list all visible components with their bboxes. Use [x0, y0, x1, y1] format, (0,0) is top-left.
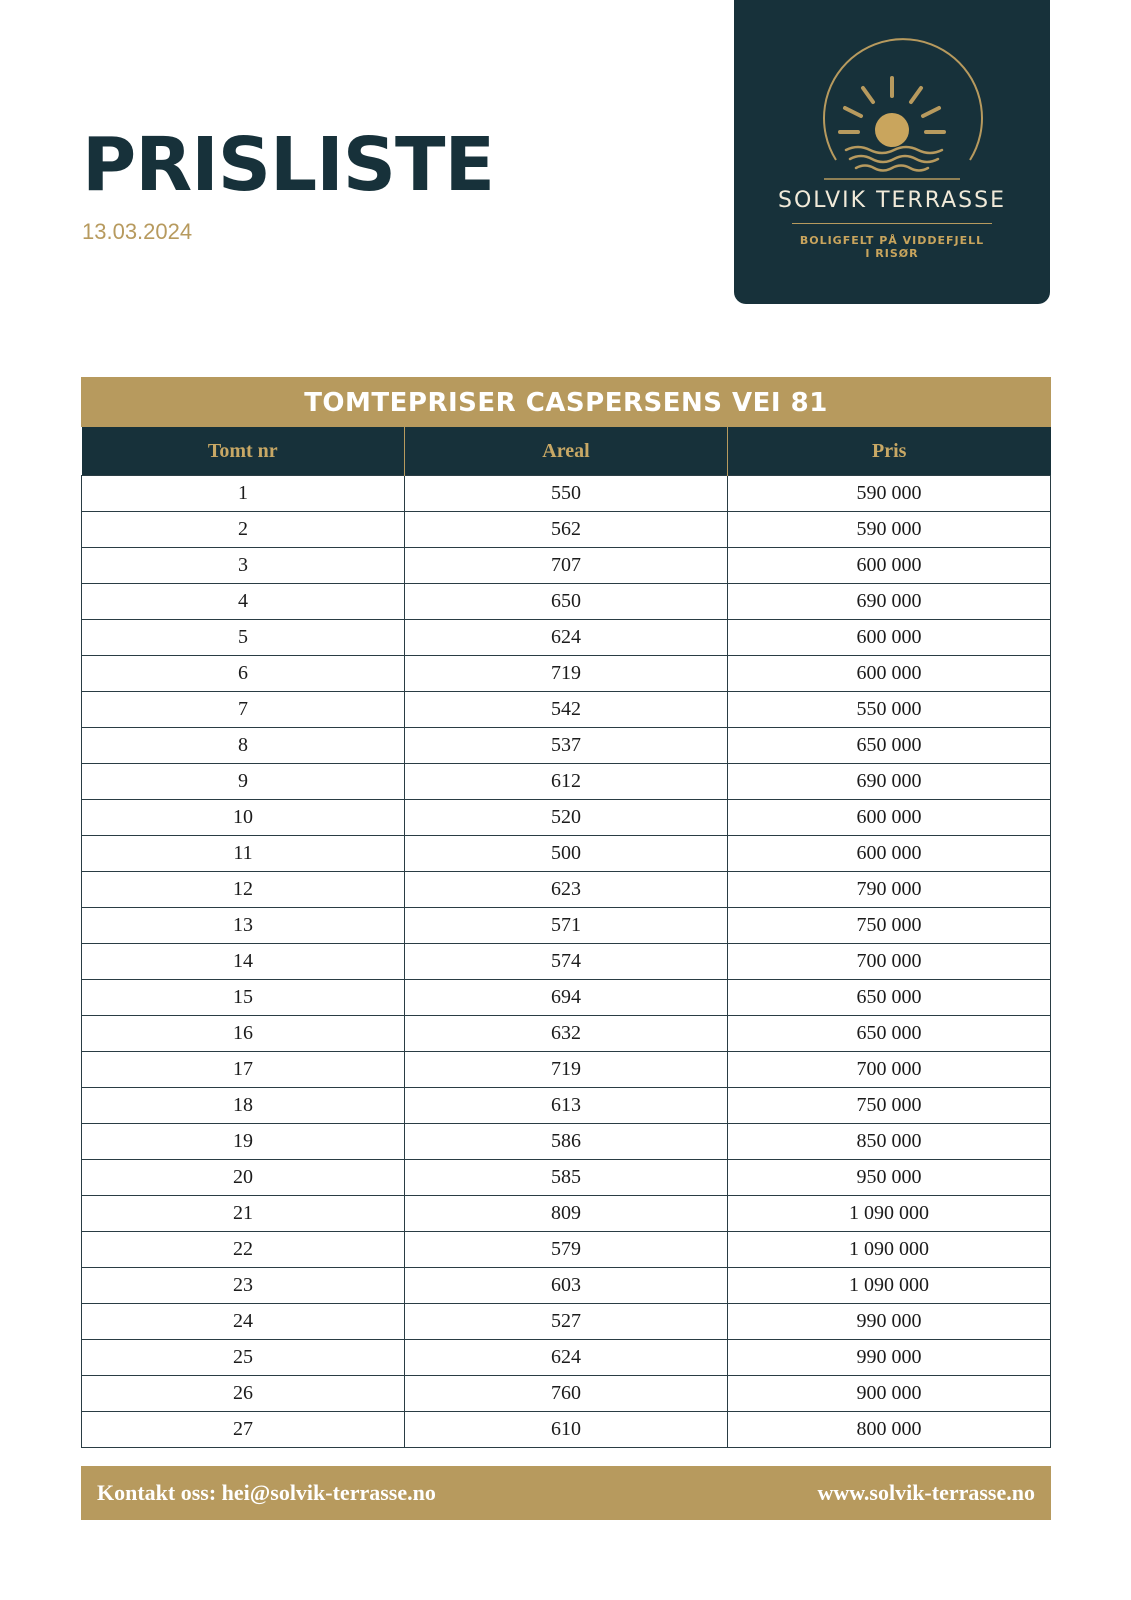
area-cell: 542 — [405, 692, 728, 728]
price-cell: 650 000 — [728, 728, 1051, 764]
area-cell: 610 — [405, 1412, 728, 1448]
area-cell: 632 — [405, 1016, 728, 1052]
area-cell: 585 — [405, 1160, 728, 1196]
price-cell: 1 090 000 — [728, 1268, 1051, 1304]
area-cell: 520 — [405, 800, 728, 836]
table-body — [82, 476, 1051, 1448]
price-cell: 1 090 000 — [728, 1232, 1051, 1268]
plot-number-cell: 23 — [82, 1268, 405, 1304]
price-cell: 800 000 — [728, 1412, 1051, 1448]
table-row — [82, 1232, 1051, 1268]
area-cell: 612 — [405, 764, 728, 800]
tagline-line-1: BOLIGFELT PÅ VIDDEFJELL — [799, 234, 985, 247]
area-cell: 586 — [405, 1124, 728, 1160]
table-row — [82, 1412, 1051, 1448]
table-row — [82, 1340, 1051, 1376]
table-row — [82, 1160, 1051, 1196]
area-cell: 809 — [405, 1196, 728, 1232]
price-cell: 990 000 — [728, 1340, 1051, 1376]
table-row — [82, 656, 1051, 692]
plot-number-cell: 15 — [82, 980, 405, 1016]
price-cell: 600 000 — [728, 800, 1051, 836]
price-cell: 700 000 — [728, 944, 1051, 980]
footer-bar — [81, 1466, 1051, 1520]
plot-number-cell: 19 — [82, 1124, 405, 1160]
table-row — [82, 1376, 1051, 1412]
table-row — [82, 1196, 1051, 1232]
price-cell: 650 000 — [728, 980, 1051, 1016]
table-row — [82, 872, 1051, 908]
price-cell: 600 000 — [728, 836, 1051, 872]
table-row — [82, 1304, 1051, 1340]
plot-number-cell: 5 — [82, 620, 405, 656]
table-row — [82, 620, 1051, 656]
area-cell: 579 — [405, 1232, 728, 1268]
area-cell: 760 — [405, 1376, 728, 1412]
sun-emblem-icon — [734, 0, 1050, 180]
area-cell: 719 — [405, 1052, 728, 1088]
plot-number-cell: 10 — [82, 800, 405, 836]
plot-number-cell: 18 — [82, 1088, 405, 1124]
price-cell: 990 000 — [728, 1304, 1051, 1340]
table-row — [82, 1052, 1051, 1088]
price-table — [81, 427, 1051, 1448]
price-cell: 950 000 — [728, 1160, 1051, 1196]
price-cell: 700 000 — [728, 1052, 1051, 1088]
table-row — [82, 1124, 1051, 1160]
price-cell: 590 000 — [728, 512, 1051, 548]
table-row — [82, 800, 1051, 836]
plot-number-cell: 20 — [82, 1160, 405, 1196]
column-header-area: Areal — [405, 427, 728, 476]
plot-number-cell: 2 — [82, 512, 405, 548]
plot-number-cell: 13 — [82, 908, 405, 944]
table-row — [82, 764, 1051, 800]
table-header-row — [82, 427, 1051, 476]
column-header-price: Pris — [728, 427, 1051, 476]
plot-number-cell: 26 — [82, 1376, 405, 1412]
tagline-line-2: I RISØR — [865, 247, 919, 260]
area-cell: 550 — [405, 476, 728, 512]
plot-number-cell: 24 — [82, 1304, 405, 1340]
brand-tagline — [792, 234, 992, 260]
price-cell: 690 000 — [728, 764, 1051, 800]
column-header-plot-number: Tomt nr — [82, 427, 405, 476]
plot-number-cell: 21 — [82, 1196, 405, 1232]
website-link[interactable]: www.solvik-terrasse.no — [817, 1480, 1035, 1505]
plot-number-cell: 25 — [82, 1340, 405, 1376]
table-row — [82, 476, 1051, 512]
table-row — [82, 548, 1051, 584]
table-row — [82, 944, 1051, 980]
area-cell: 650 — [405, 584, 728, 620]
price-cell: 750 000 — [728, 1088, 1051, 1124]
plot-number-cell: 8 — [82, 728, 405, 764]
table-row — [82, 1268, 1051, 1304]
logo-panel — [734, 0, 1050, 304]
price-list-date: 13.03.2024 — [82, 219, 193, 244]
area-cell: 603 — [405, 1268, 728, 1304]
plot-number-cell: 9 — [82, 764, 405, 800]
price-cell: 550 000 — [728, 692, 1051, 728]
price-cell: 1 090 000 — [728, 1196, 1051, 1232]
table-row — [82, 728, 1051, 764]
table-row — [82, 980, 1051, 1016]
plot-number-cell: 4 — [82, 584, 405, 620]
area-cell: 613 — [405, 1088, 728, 1124]
plot-number-cell: 7 — [82, 692, 405, 728]
area-cell: 537 — [405, 728, 728, 764]
price-cell: 650 000 — [728, 1016, 1051, 1052]
plot-number-cell: 3 — [82, 548, 405, 584]
table-row — [82, 1088, 1051, 1124]
price-cell: 600 000 — [728, 656, 1051, 692]
price-cell: 850 000 — [728, 1124, 1051, 1160]
area-cell: 527 — [405, 1304, 728, 1340]
table-row — [82, 836, 1051, 872]
price-cell: 690 000 — [728, 584, 1051, 620]
plot-number-cell: 17 — [82, 1052, 405, 1088]
table-row — [82, 692, 1051, 728]
brand-name: SOLVIK TERRASSE — [778, 188, 1006, 213]
area-cell: 707 — [405, 548, 728, 584]
area-cell: 694 — [405, 980, 728, 1016]
price-cell: 900 000 — [728, 1376, 1051, 1412]
area-cell: 624 — [405, 620, 728, 656]
table-row — [82, 1016, 1051, 1052]
price-table-section — [81, 377, 1051, 1448]
page-title: PRISLISTE — [82, 122, 495, 208]
table-row — [82, 584, 1051, 620]
plot-number-cell: 12 — [82, 872, 405, 908]
area-cell: 719 — [405, 656, 728, 692]
plot-number-cell: 27 — [82, 1412, 405, 1448]
price-cell: 750 000 — [728, 908, 1051, 944]
price-cell: 600 000 — [728, 548, 1051, 584]
plot-number-cell: 1 — [82, 476, 405, 512]
price-cell: 590 000 — [728, 476, 1051, 512]
contact-email[interactable]: Kontakt oss: hei@solvik-terrasse.no — [97, 1480, 436, 1505]
area-cell: 500 — [405, 836, 728, 872]
area-cell: 562 — [405, 512, 728, 548]
area-cell: 624 — [405, 1340, 728, 1376]
brand-divider — [792, 223, 992, 224]
plot-number-cell: 16 — [82, 1016, 405, 1052]
plot-number-cell: 6 — [82, 656, 405, 692]
plot-number-cell: 11 — [82, 836, 405, 872]
area-cell: 574 — [405, 944, 728, 980]
table-title: TOMTEPRISER CASPERSENS VEI 81 — [81, 377, 1051, 427]
area-cell: 571 — [405, 908, 728, 944]
table-row — [82, 512, 1051, 548]
plot-number-cell: 22 — [82, 1232, 405, 1268]
area-cell: 623 — [405, 872, 728, 908]
table-row — [82, 908, 1051, 944]
price-cell: 790 000 — [728, 872, 1051, 908]
plot-number-cell: 14 — [82, 944, 405, 980]
price-cell: 600 000 — [728, 620, 1051, 656]
